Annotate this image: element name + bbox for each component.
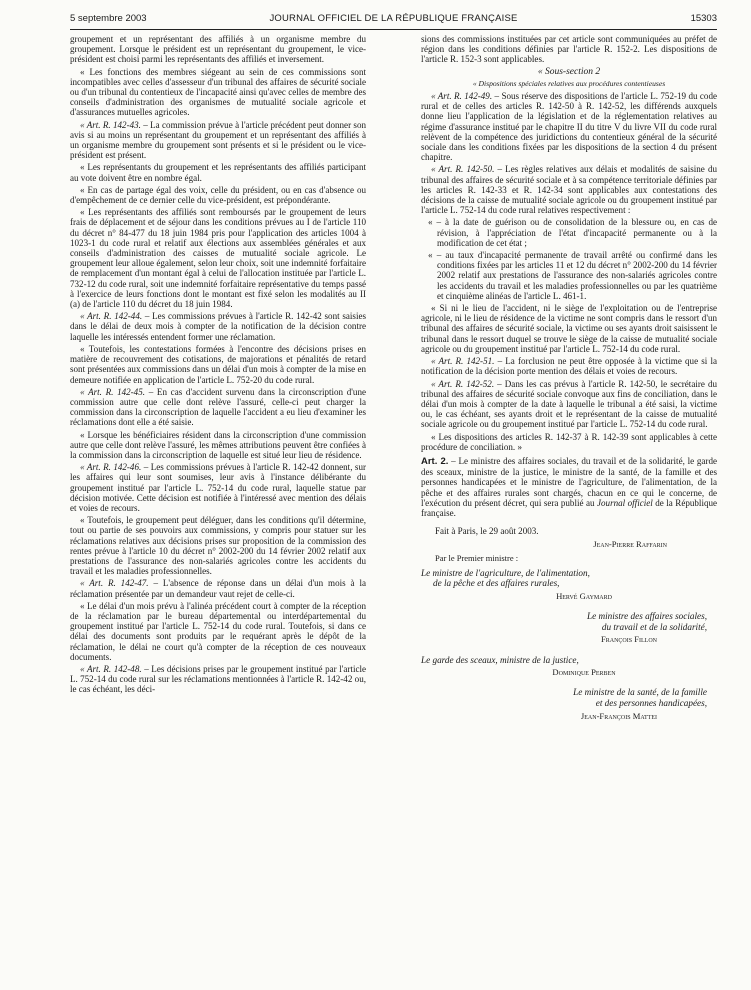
paragraph-text: – La commission prévue à l'article précédent peut donner son avis si au moins un représentant du groupement et un représentant des affiliés à un organisme membre du groupement sont présents et si le président ou le vice-président est présent. bbox=[70, 119, 366, 161]
header-journal-title: JOURNAL OFFICIEL DE LA RÉPUBLIQUE FRANÇAISE bbox=[269, 13, 518, 24]
minister-title-line: du travail et de la solidarité, bbox=[601, 621, 707, 632]
page-header bbox=[70, 13, 717, 27]
signature-agriculture: Hervé Gaymard bbox=[556, 590, 612, 601]
paragraph-text: – Sous réserve des dispositions de l'article L. 752-19 du code rural et de celles des articles R. 142-50 à R. 142-52, les différends auxquels donne lieu l'application de la législation et de la réglementation relatives au régime d'assurance institué par le chapitre II du titre V du livre VII du code rural relèvent de la compétence des juridictions du contentieux général de la sécurité sociale dans les conditions fixées par les dispositions de la section 4 du présent chapitre. bbox=[421, 91, 717, 163]
article-ref: « Art. R. 142-52. bbox=[431, 378, 495, 389]
paragraph-text: – En cas d'accident survenu dans la circonscription d'une commission autre que celle dont relève l'assuré, celle-ci peut charger la commission dans la circonscription de laquelle l'accident a eu lieu d'examiner les réclamations dont elle a été saisie. bbox=[70, 386, 366, 428]
subsection-title: « Dispositions spéciales relatives aux procédures contentieuses bbox=[472, 78, 666, 88]
minister-title-line: Le ministre des affaires sociales, bbox=[586, 611, 707, 622]
article-2 bbox=[421, 456, 717, 518]
paragraph bbox=[70, 387, 366, 428]
article-2-label: Art. 2. bbox=[421, 455, 449, 467]
paragraph-text: – La forclusion ne peut être opposée à la victime que si la notification de la décision porte mention des délais et voies de recours. bbox=[421, 356, 717, 377]
signature-prime-minister: Jean-Pierre Raffarin bbox=[593, 539, 667, 550]
signature-by-pm: Par le Premier ministre : bbox=[435, 552, 519, 563]
paragraph bbox=[70, 578, 366, 598]
paragraph-text: – Les commissions prévues à l'article R. 142-42 sont saisies dans le délai de deux mois à compter de la notification de la décision contre laquelle les intéressés entendent former une réclamation. bbox=[70, 311, 366, 342]
article-ref: « Art. R. 142-46. bbox=[80, 462, 142, 473]
signature-justice: Dominique Perben bbox=[552, 667, 616, 678]
paragraph: « Lorsque les bénéficiaires résident dans la circonscription d'une commission autre que celle dont relève l'assuré, les mêmes attributions peuvent être confiées à la commission dans la circonscription de laquelle est situé leur lieu de résidence. bbox=[70, 429, 366, 460]
signature-social: François Fillon bbox=[600, 634, 657, 645]
paragraph: « Les représentants du groupement et les représentants des affiliés participant au vote doivent être en nombre égal. bbox=[70, 162, 366, 183]
paragraph bbox=[421, 356, 717, 376]
article-2-text: – Le ministre des affaires sociales, du travail et de la solidarité, le garde des sceaux, ministre de la justice, le ministre de la santé, de la famille et des personnes handicapées et le ministre de l'agriculture, de l'alimentation, de la pêche et des affaires rurales sont chargés, chacun en ce qui le concerne, de l'exécution du présent décret, qui sera publié au bbox=[421, 455, 717, 508]
paragraph-text: – Dans les cas prévus à l'article R. 142-50, le secrétaire du tribunal des affaires de sécurité sociale convoque aux fins de conciliation, dans le délai d'un mois à compter de la date à laquelle le tribunal a été saisi, la victime ou, le cas échéant, ses ayants droit et le représentant de la caisse de mutualité sociale agricole ou du groupement institué par l'article L. 752-14 du code rural. bbox=[421, 378, 717, 430]
paragraph: groupement et un représentant des affiliés à un organisme membre du groupement. Lorsque le président est un représentant du groupement, le vice-président est choisi parmi les représentants des affiliés et inversement. bbox=[70, 34, 366, 65]
left-column bbox=[70, 34, 366, 697]
article-ref: « Art. R. 142-47. bbox=[80, 578, 149, 589]
minister-social-title bbox=[421, 611, 717, 632]
paragraph: « Les fonctions des membres siégeant au sein de ces commissions sont incompatibles avec celles d'assesseur d'un tribunal des affaires de sécurité sociale ou d'un tribunal du contentieux de l'incapacité ainsi qu'avec celles de membre des conseils d'administration des organismes de mutualité sociale agricole et d'assurances mutuelles agricoles. bbox=[70, 66, 366, 118]
paragraph-text: – Les commissions prévues à l'article R. 142-42 donnent, sur les affaires qui leur sont soumises, leur avis à l'instance délibérante du groupement institué par l'article L. 752-14 du code rural, laquelle statue par décision motivée. Cette décision est notifiée à l'intéressé avec mention des délais et voies de recours. bbox=[70, 462, 366, 513]
paragraph: « En cas de partage égal des voix, celle du président, ou en cas d'absence ou d'empêchement de ce dernier celle du vice-président, est prépondérante. bbox=[70, 184, 366, 206]
paragraph: « Les représentants des affiliés sont remboursés par le groupement de leurs frais de déplacement et de séjour dans les conditions prévues au I de l'article 110 du décret n° 84-477 du 18 juin 1984 pris pour l'application des articles 1004 à 1023-1 du code rural et relatif aux élections aux assemblées générales et aux conseils d'administration des caisses de mutualité sociale agricole. Le groupement leur alloue également, selon leur choix, soit une indemnité forfaitaire de remplacement d'un montant égal à celui de l'allocation instituée par l'article L. 732-12 du code rural, soit une indemnité forfaitaire représentative du temps passé à l'exercice de leurs fonctions dont le montant est fixé selon les modalités au II (a) de l'article 110 du décret du 18 juin 1984. bbox=[70, 207, 366, 310]
minister-title-line: de la pêche et des affaires rurales, bbox=[433, 578, 560, 589]
article-ref: « Art. R. 142-48. bbox=[80, 663, 142, 674]
paragraph-text: – Les règles relatives aux délais et modalités de saisine du tribunal des affaires de sécurité sociale et à sa compétence territoriale définies par les articles R. 142-33 et R. 142-34 sont applicables aux contestations des décisions de la caisse de mutualité sociale agricole ou du groupement institué par l'article L. 752-14 du code rural relatives respectivement : bbox=[421, 164, 717, 216]
dash-item: « – au taux d'incapacité permanente de travail arrêté ou confirmé dans les conditions fixées par les articles 11 et 12 du décret n° 2002-200 du 14 février 2002 relatif aux prestations de l'assurance des non-salariés agricoles contre les accidents du travail et les maladies professionnelles ou par les quatrième et cinquième alinéas de l'article L. 461-1. bbox=[428, 250, 717, 301]
paragraph: « Le délai d'un mois prévu à l'alinéa précédent court à compter de la réception de la réclamation par le bureau départemental ou interdépartemental du groupement institué par l'article L. 752-14 du code rural. Toutefois, si dans ce délai des documents sont produits par le requérant après le dépôt de la réclamation, le délai ne court qu'à compter de la réception de ces nouveaux documents. bbox=[70, 600, 366, 662]
subsection-heading: « Sous-section 2 bbox=[537, 66, 601, 77]
paragraph-text: – Les décisions prises par le groupement institué par l'article L. 752-14 du code rural sur les réclamations mentionnées à l'article R. 142-42 ou, le cas échéant, les déci- bbox=[70, 663, 366, 695]
minister-agriculture-title bbox=[421, 568, 717, 589]
article-ref: « Art. R. 142-44. bbox=[80, 311, 143, 322]
paragraph bbox=[70, 311, 366, 342]
paragraph bbox=[70, 664, 366, 695]
minister-title-line: et des personnes handicapées, bbox=[595, 697, 707, 708]
journal-officiel-ref: Journal officiel bbox=[597, 497, 653, 508]
paragraph: « Toutefois, les contestations formées à l'encontre des décisions prises en matière de recouvrement des cotisations, de majorations et pénalités de retard sont présentées aux commissions dans un délai d'un mois à compter de la mise en demeure notifiée en application de l'article L. 752-20 du code rural. bbox=[70, 343, 366, 385]
paragraph: sions des commissions instituées par cet article sont communiquées au préfet de région dans les conditions définies par l'article R. 152-2. Les dispositions de l'article R. 152-3 sont applicables. bbox=[421, 34, 717, 65]
paragraph: « Si ni le lieu de l'accident, ni le siège de l'exploitation ou de l'entreprise agricole, ni le lieu de résidence de la victime ne sont compris dans le ressort d'un tribunal des affaires de sécurité sociale, la victime ou ses ayants droit saisissent le tribunal dans le ressort duquel se trouve le siège de la caisse de mutualité sociale agricole ou du groupement institué par l'article L. 752-14 du code rural. bbox=[421, 303, 717, 354]
article-ref: « Art. R. 142-50. bbox=[431, 164, 495, 175]
paragraph: « Toutefois, le groupement peut déléguer, dans les conditions qu'il détermine, tout ou partie de ses pouvoirs aux commissions, y compris pour statuer sur les réclamations relatives aux décisions prises sur proposition de la commission des rentes prévue à l'article 10 du décret n° 2002-200 du 14 février 2002 relatif aux prestations de l'assurance des non-salariés agricoles contre les accidents du travail et les maladies professionnelles. bbox=[70, 515, 366, 577]
paragraph bbox=[70, 120, 366, 161]
minister-justice-title: Le garde des sceaux, ministre de la justice, bbox=[421, 654, 579, 665]
article-ref: « Art. R. 142-49. bbox=[431, 91, 493, 102]
paragraph bbox=[421, 91, 717, 162]
text-columns bbox=[70, 34, 717, 990]
paragraph bbox=[421, 164, 717, 215]
signature-place-date: Fait à Paris, le 29 août 2003. bbox=[435, 526, 539, 537]
signature-health: Jean-François Mattei bbox=[580, 710, 657, 721]
right-column bbox=[421, 34, 717, 723]
header-rule bbox=[70, 29, 717, 30]
minister-title-line: Le ministre de la santé, de la famille bbox=[573, 687, 707, 698]
article-2-end: de la République française. bbox=[421, 497, 718, 518]
header-date: 5 septembre 2003 bbox=[70, 13, 147, 24]
minister-title-line: Le ministre de l'agriculture, de l'alimentation, bbox=[421, 567, 590, 578]
article-ref: « Art. R. 142-45. bbox=[80, 386, 145, 397]
paragraph: « Les dispositions des articles R. 142-37 à R. 142-39 sont applicables à cette procédure de conciliation. » bbox=[421, 431, 717, 452]
article-ref: « Art. R. 142-51. bbox=[431, 356, 495, 367]
minister-health-title bbox=[421, 687, 717, 708]
paragraph bbox=[421, 379, 717, 430]
header-page-number: 15303 bbox=[690, 13, 717, 24]
paragraph bbox=[70, 462, 366, 513]
article-ref: « Art. R. 142-43. bbox=[80, 119, 141, 130]
dash-item: « – à la date de guérison ou de consolidation de la blessure ou, en cas de révision, à l'appréciation de l'état d'incapacité permanente ou à la modification de cet état ; bbox=[428, 217, 717, 248]
paragraph-text: – L'absence de réponse dans un délai d'un mois à la réclamation présentée par un demandeur vaut rejet de celle-ci. bbox=[70, 578, 366, 599]
